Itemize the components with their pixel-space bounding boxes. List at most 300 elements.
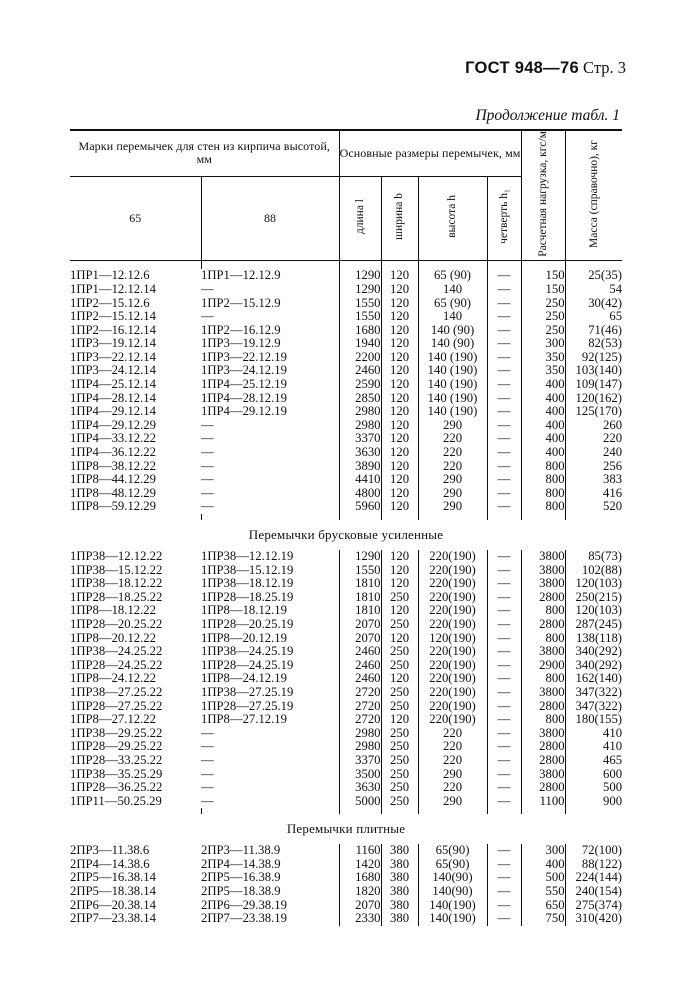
cell-width: 120	[381, 577, 418, 591]
cell-length: 2200	[339, 351, 381, 365]
cell-mass: 82(53)	[565, 337, 622, 351]
cell-height: 220(190)	[418, 577, 487, 591]
cell-height: 290	[418, 768, 487, 782]
cell-mass: 410	[565, 727, 622, 741]
cell-length: 2070	[339, 618, 381, 632]
cell-mass: 224(144)	[565, 871, 622, 885]
cell-mark-65: 1ПР4—28.12.14	[70, 390, 156, 405]
table-row	[70, 297, 622, 311]
cell-length: 2720	[339, 700, 381, 714]
cell-mass: 138(118)	[565, 632, 622, 646]
cell-design-load: 1100	[521, 795, 565, 809]
cell-quarter: —	[487, 885, 521, 899]
header-width: ширина b	[381, 176, 418, 260]
cell-design-load: 400	[521, 432, 565, 446]
table-row	[70, 740, 622, 754]
cell-height: 140(190)	[418, 899, 487, 913]
cell-width: 120	[381, 672, 418, 686]
cell-mass: 102(88)	[565, 564, 622, 578]
cell-length: 3630	[339, 781, 381, 795]
cell-length: 1680	[339, 324, 381, 338]
cell-mass: 25(35)	[565, 269, 622, 283]
cell-mark-65: 1ПР8—38.12.22	[70, 458, 156, 473]
cell-design-load: 2800	[521, 740, 565, 754]
cell-height: 290	[418, 500, 487, 514]
cell-width: 120	[381, 283, 418, 297]
table-row	[70, 899, 622, 913]
table-row	[70, 378, 622, 392]
cell-mark-65: 1ПР8—24.12.22	[70, 671, 156, 686]
cell-length: 1810	[339, 591, 381, 605]
cell-mark-88: 1ПР2—16.12.9	[201, 322, 281, 337]
cell-mark-88: —	[201, 281, 214, 296]
cell-quarter: —	[487, 460, 521, 474]
cell-quarter: —	[487, 645, 521, 659]
section-title-row	[70, 814, 622, 844]
cell-height: 140(90)	[418, 871, 487, 885]
cell-design-load: 3800	[521, 550, 565, 564]
cell-mass: 520	[565, 500, 622, 514]
cell-height: 140	[418, 283, 487, 297]
cell-width: 380	[381, 844, 418, 858]
cell-height: 220(190)	[418, 700, 487, 714]
cell-height: 220(190)	[418, 672, 487, 686]
cell-mark-65: 1ПР28—20.25.22	[70, 616, 163, 631]
cell-quarter: —	[487, 740, 521, 754]
cell-width: 120	[381, 310, 418, 324]
cell-mark-88: 1ПР38—18.12.19	[201, 576, 294, 591]
table-row	[70, 351, 622, 365]
cell-design-load: 300	[521, 337, 565, 351]
cell-width: 250	[381, 754, 418, 768]
page-header	[465, 58, 626, 78]
cell-height: 65 (90)	[418, 297, 487, 311]
cell-mass: 109(147)	[565, 378, 622, 392]
header-brick-65: 65	[129, 210, 142, 225]
cell-length: 2850	[339, 392, 381, 406]
cell-mark-65: 1ПР38—15.12.22	[70, 562, 163, 577]
cell-mark-88: 1ПР28—27.25.19	[201, 698, 294, 713]
cell-mass: 85(73)	[565, 550, 622, 564]
cell-quarter: —	[487, 686, 521, 700]
header-mass: Масса (справочно), кг	[565, 130, 622, 261]
cell-width: 120	[381, 500, 418, 514]
cell-mass: 220	[565, 432, 622, 446]
cell-mark-65: 1ПР28—18.25.22	[70, 589, 163, 604]
cell-mark-88: 2ПР3—11.38.9	[201, 843, 281, 858]
cell-mass: 103(140)	[565, 364, 622, 378]
cell-mark-88: 1ПР2—15.12.9	[201, 295, 281, 310]
cell-length: 1550	[339, 297, 381, 311]
cell-quarter: —	[487, 473, 521, 487]
cell-mark-65: 1ПР11—50.25.29	[70, 793, 162, 808]
cell-quarter: —	[487, 337, 521, 351]
cell-height: 140 (190)	[418, 405, 487, 419]
cell-length: 3890	[339, 460, 381, 474]
cell-height: 290	[418, 419, 487, 433]
cell-mark-88: 1ПР28—18.25.19	[201, 589, 294, 604]
cell-height: 65 (90)	[418, 269, 487, 283]
cell-width: 250	[381, 645, 418, 659]
table-row	[70, 871, 622, 885]
cell-width: 250	[381, 795, 418, 809]
cell-height: 220(190)	[418, 591, 487, 605]
header-quarter: четверть h₁	[487, 176, 521, 260]
page-number: Стр. 3	[583, 58, 626, 77]
cell-quarter: —	[487, 500, 521, 514]
cell-mark-88: —	[201, 766, 214, 781]
cell-mass: 125(170)	[565, 405, 622, 419]
cell-mass: 180(155)	[565, 713, 622, 727]
cell-quarter: —	[487, 310, 521, 324]
cell-design-load: 800	[521, 487, 565, 501]
cell-mark-88: 1ПР1—12.12.9	[201, 268, 281, 283]
cell-mass: 340(292)	[565, 659, 622, 673]
cell-mark-88: —	[201, 725, 214, 740]
cell-length: 2460	[339, 364, 381, 378]
cell-mass: 256	[565, 460, 622, 474]
cell-design-load: 800	[521, 604, 565, 618]
cell-height: 220	[418, 740, 487, 754]
cell-mass: 30(42)	[565, 297, 622, 311]
cell-length: 2980	[339, 419, 381, 433]
cell-width: 120	[381, 297, 418, 311]
document-code: ГОСТ 948—76	[465, 59, 579, 77]
cell-width: 250	[381, 727, 418, 741]
cell-design-load: 3800	[521, 727, 565, 741]
table-continuation-caption: Продолжение табл. 1	[475, 107, 620, 124]
cell-mark-88: 1ПР3—24.12.19	[201, 363, 287, 378]
cell-length: 1940	[339, 337, 381, 351]
cell-quarter: —	[487, 446, 521, 460]
cell-design-load: 800	[521, 713, 565, 727]
cell-length: 2330	[339, 912, 381, 926]
table-row	[70, 337, 622, 351]
cell-length: 2460	[339, 659, 381, 673]
cell-width: 250	[381, 781, 418, 795]
cell-mark-88: 1ПР38—27.25.19	[201, 684, 294, 699]
cell-quarter: —	[487, 672, 521, 686]
cell-mark-65: 1ПР38—12.12.22	[70, 549, 163, 564]
table-row	[70, 550, 622, 564]
table-row	[70, 473, 622, 487]
cell-height: 140(90)	[418, 885, 487, 899]
cell-length: 2980	[339, 405, 381, 419]
cell-width: 120	[381, 713, 418, 727]
cell-quarter: —	[487, 577, 521, 591]
cell-mark-65: 1ПР38—18.12.22	[70, 576, 163, 591]
cell-mark-88: 1ПР3—19.12.9	[201, 336, 281, 351]
cell-length: 1680	[339, 871, 381, 885]
table-row	[70, 419, 622, 433]
cell-mark-65: 2ПР3—11.38.6	[70, 843, 150, 858]
cell-mark-65: 1ПР38—27.25.22	[70, 684, 163, 699]
cell-design-load: 800	[521, 473, 565, 487]
table-row	[70, 912, 622, 926]
cell-mass: 88(122)	[565, 858, 622, 872]
cell-width: 120	[381, 550, 418, 564]
cell-height: 290	[418, 487, 487, 501]
section-title: Перемычки плитные	[286, 821, 406, 837]
table-row	[70, 632, 622, 646]
cell-mass: 65	[565, 310, 622, 324]
cell-width: 380	[381, 871, 418, 885]
cell-height: 220(190)	[418, 564, 487, 578]
cell-width: 120	[381, 487, 418, 501]
cell-height: 220	[418, 432, 487, 446]
cell-width: 120	[381, 632, 418, 646]
cell-length: 1550	[339, 564, 381, 578]
cell-height: 290	[418, 473, 487, 487]
cell-width: 120	[381, 324, 418, 338]
cell-mass: 120(103)	[565, 577, 622, 591]
table-row	[70, 604, 622, 618]
cell-mark-65: 1ПР4—36.12.22	[70, 445, 156, 460]
cell-mass: 240	[565, 446, 622, 460]
cell-quarter: —	[487, 419, 521, 433]
cell-length: 2720	[339, 713, 381, 727]
cell-mark-65: 2ПР5—18.38.14	[70, 884, 156, 899]
cell-design-load: 500	[521, 871, 565, 885]
cell-design-load: 3800	[521, 686, 565, 700]
cell-mass: 500	[565, 781, 622, 795]
cell-quarter: —	[487, 564, 521, 578]
cell-mark-65: 1ПР4—25.12.14	[70, 377, 156, 392]
cell-quarter: —	[487, 858, 521, 872]
cell-mark-65: 1ПР3—19.12.14	[70, 336, 156, 351]
cell-mark-65: 2ПР5—16.38.14	[70, 870, 156, 885]
cell-width: 120	[381, 351, 418, 365]
cell-quarter: —	[487, 632, 521, 646]
cell-length: 2980	[339, 740, 381, 754]
cell-height: 220	[418, 446, 487, 460]
table-row	[70, 659, 622, 673]
cell-mark-88: —	[201, 431, 214, 446]
cell-mark-65: 1ПР2—16.12.14	[70, 322, 156, 337]
section-title: Перемычки брусковые усиленные	[248, 527, 444, 543]
cell-design-load: 3800	[521, 577, 565, 591]
cell-quarter: —	[487, 754, 521, 768]
cell-width: 120	[381, 604, 418, 618]
cell-length: 1820	[339, 885, 381, 899]
cell-mark-65: 1ПР8—59.12.29	[70, 499, 156, 514]
cell-height: 220	[418, 781, 487, 795]
cell-length: 1420	[339, 858, 381, 872]
cell-length: 2980	[339, 727, 381, 741]
cell-design-load: 800	[521, 500, 565, 514]
section-title-row	[70, 520, 622, 550]
cell-length: 5960	[339, 500, 381, 514]
cell-mass: 54	[565, 283, 622, 297]
cell-mass: 287(245)	[565, 618, 622, 632]
cell-mark-88: 2ПР7—23.38.19	[201, 911, 287, 926]
cell-width: 120	[381, 432, 418, 446]
cell-mark-65: 1ПР38—29.25.22	[70, 725, 163, 740]
cell-mark-65: 1ПР8—44.12.29	[70, 472, 156, 487]
table-row	[70, 564, 622, 578]
cell-quarter: —	[487, 283, 521, 297]
cell-mark-65: 1ПР28—29.25.22	[70, 739, 163, 754]
cell-quarter: —	[487, 700, 521, 714]
cell-height: 65(90)	[418, 844, 487, 858]
cell-mark-88: —	[201, 445, 214, 460]
cell-width: 120	[381, 269, 418, 283]
cell-length: 1290	[339, 283, 381, 297]
table-row	[70, 591, 622, 605]
cell-width: 120	[381, 473, 418, 487]
cell-mass: 600	[565, 768, 622, 782]
cell-quarter: —	[487, 487, 521, 501]
table-row	[70, 310, 622, 324]
cell-mark-88: 1ПР28—24.25.19	[201, 657, 294, 672]
table-row	[70, 577, 622, 591]
cell-length: 2590	[339, 378, 381, 392]
cell-width: 250	[381, 700, 418, 714]
cell-design-load: 400	[521, 392, 565, 406]
cell-height: 220	[418, 754, 487, 768]
cell-mark-65: 1ПР1—12.12.6	[70, 268, 150, 283]
cell-length: 4410	[339, 473, 381, 487]
table-row	[70, 392, 622, 406]
cell-mark-88: 1ПР38—15.12.19	[201, 562, 294, 577]
cell-quarter: —	[487, 364, 521, 378]
cell-length: 1550	[339, 310, 381, 324]
table-row	[70, 283, 622, 297]
table-row	[70, 446, 622, 460]
cell-height: 220(190)	[418, 618, 487, 632]
cell-mark-88: —	[201, 417, 214, 432]
cell-mark-65: 1ПР8—18.12.22	[70, 603, 156, 618]
header-height: высота h	[418, 176, 487, 260]
cell-mark-88: 1ПР8—18.12.19	[201, 603, 287, 618]
cell-mark-88: —	[201, 739, 214, 754]
cell-quarter: —	[487, 659, 521, 673]
cell-mark-88: —	[201, 752, 214, 767]
cell-quarter: —	[487, 713, 521, 727]
cell-quarter: —	[487, 405, 521, 419]
cell-mark-65: 1ПР38—24.25.22	[70, 644, 163, 659]
cell-mark-65: 1ПР3—22.12.14	[70, 349, 156, 364]
header-main-sizes: Основные размеры перемычек, мм	[339, 130, 521, 176]
cell-mass: 416	[565, 487, 622, 501]
cell-mark-88: 1ПР28—20.25.19	[201, 616, 294, 631]
cell-design-load: 400	[521, 419, 565, 433]
cell-width: 250	[381, 686, 418, 700]
cell-mass: 120(103)	[565, 604, 622, 618]
cell-mass: 340(292)	[565, 645, 622, 659]
cell-design-load: 2800	[521, 781, 565, 795]
cell-width: 380	[381, 912, 418, 926]
cell-quarter: —	[487, 781, 521, 795]
cell-width: 120	[381, 392, 418, 406]
cell-mass: 72(100)	[565, 844, 622, 858]
cell-width: 120	[381, 460, 418, 474]
cell-mass: 240(154)	[565, 885, 622, 899]
cell-design-load: 350	[521, 351, 565, 365]
cell-quarter: —	[487, 297, 521, 311]
cell-mark-65: 1ПР8—20.12.22	[70, 630, 156, 645]
cell-design-load: 2800	[521, 700, 565, 714]
cell-quarter: —	[487, 378, 521, 392]
table-row	[70, 795, 622, 809]
cell-mark-88: 1ПР8—27.12.19	[201, 712, 287, 727]
cell-mass: 71(46)	[565, 324, 622, 338]
cell-length: 3370	[339, 432, 381, 446]
cell-height: 140	[418, 310, 487, 324]
cell-design-load: 2800	[521, 754, 565, 768]
cell-mark-65: 1ПР2—15.12.14	[70, 309, 156, 324]
cell-mark-88: 1ПР8—24.12.19	[201, 671, 287, 686]
header-brands: Марки перемычек для стен из кирпича высотой, мм	[70, 130, 339, 176]
cell-mark-65: 1ПР8—27.12.22	[70, 712, 156, 727]
cell-design-load: 250	[521, 310, 565, 324]
table-row	[70, 727, 622, 741]
cell-mark-65: 1ПР8—48.12.29	[70, 485, 156, 500]
cell-quarter: —	[487, 432, 521, 446]
cell-length: 3630	[339, 446, 381, 460]
cell-mark-65: 2ПР7—23.38.14	[70, 911, 156, 926]
cell-length: 2070	[339, 899, 381, 913]
cell-design-load: 3800	[521, 768, 565, 782]
cell-height: 220(190)	[418, 713, 487, 727]
cell-width: 120	[381, 405, 418, 419]
cell-width: 250	[381, 740, 418, 754]
cell-height: 220(190)	[418, 604, 487, 618]
cell-mark-65: 2ПР4—14.38.6	[70, 856, 150, 871]
cell-mark-88: 2ПР6—29.38.19	[201, 897, 287, 912]
cell-width: 120	[381, 564, 418, 578]
cell-height: 140 (190)	[418, 351, 487, 365]
cell-length: 3500	[339, 768, 381, 782]
table-body	[70, 269, 622, 926]
cell-length: 1290	[339, 550, 381, 564]
cell-design-load: 400	[521, 405, 565, 419]
cell-quarter: —	[487, 871, 521, 885]
cell-mark-65: 1ПР38—35.25.29	[70, 766, 163, 781]
cell-mark-65: 1ПР2—15.12.6	[70, 295, 150, 310]
cell-mass: 383	[565, 473, 622, 487]
cell-width: 380	[381, 899, 418, 913]
cell-length: 2720	[339, 686, 381, 700]
cell-design-load: 400	[521, 446, 565, 460]
cell-height: 140(190)	[418, 912, 487, 926]
cell-height: 120(190)	[418, 632, 487, 646]
cell-quarter: —	[487, 324, 521, 338]
table-row	[70, 885, 622, 899]
cell-mark-88: —	[201, 309, 214, 324]
cell-design-load: 300	[521, 844, 565, 858]
cell-mass: 92(125)	[565, 351, 622, 365]
cell-quarter: —	[487, 618, 521, 632]
cell-length: 1160	[339, 844, 381, 858]
cell-mass: 162(140)	[565, 672, 622, 686]
cell-mark-88: —	[201, 458, 214, 473]
cell-design-load: 750	[521, 912, 565, 926]
cell-length: 4800	[339, 487, 381, 501]
cell-mass: 275(374)	[565, 899, 622, 913]
cell-width: 120	[381, 378, 418, 392]
cell-mass: 347(322)	[565, 686, 622, 700]
cell-design-load: 3800	[521, 564, 565, 578]
cell-design-load: 400	[521, 858, 565, 872]
table-row	[70, 487, 622, 501]
cell-length: 5000	[339, 795, 381, 809]
header-design-load: Расчетная нагрузка, кгс/м	[521, 130, 565, 261]
cell-width: 250	[381, 659, 418, 673]
table-row	[70, 645, 622, 659]
table-row	[70, 672, 622, 686]
cell-mass: 465	[565, 754, 622, 768]
